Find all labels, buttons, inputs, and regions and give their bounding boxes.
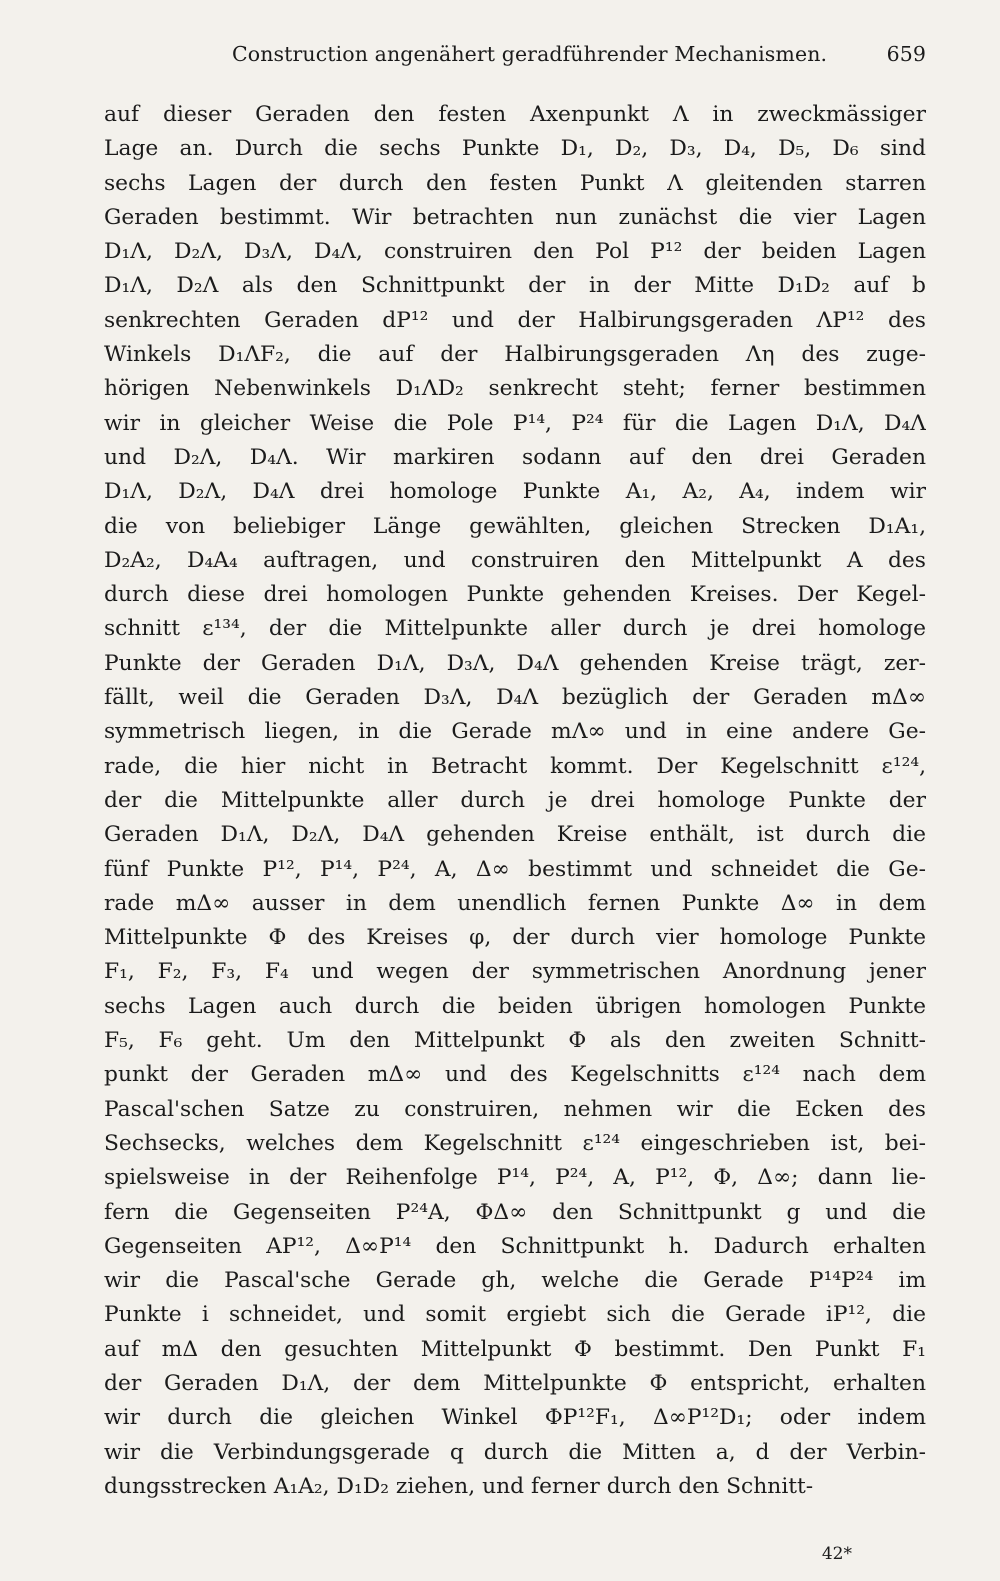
text-line: F₁, F₂, F₃, F₄ und wegen der symmetrischen Anordnung jener xyxy=(104,959,926,985)
text-line: Pascal'schen Satze zu construiren, nehmen wir die Ecken des xyxy=(104,1096,926,1122)
text-line: auf dieser Geraden den festen Axenpunkt Λ in zweckmässiger xyxy=(104,102,926,127)
running-head xyxy=(104,42,926,78)
text-line: spielsweise in der Reihenfolge P¹⁴, P²⁴, A, P¹², Φ, Δ∞; dann lie- xyxy=(104,1165,926,1191)
text-line: punkt der Geraden mΔ∞ und des Kegelschnitts ε¹²⁴ nach dem xyxy=(104,1062,926,1088)
text-line: fern die Gegenseiten P²⁴A, ΦΔ∞ den Schnittpunkt g und die xyxy=(104,1199,926,1225)
text-line: sechs Lagen der durch den festen Punkt Λ gleitenden starren xyxy=(104,170,926,196)
text-line: fällt, weil die Geraden D₃Λ, D₄Λ bezüglich der Geraden mΔ∞ xyxy=(104,685,926,711)
text-line: senkrechten Geraden dP¹² und der Halbirungsgeraden ΛP¹² des xyxy=(104,307,926,333)
text-line: hörigen Nebenwinkels D₁ΛD₂ senkrecht steht; ferner bestimmen xyxy=(104,376,926,402)
sheet-signature: 42* xyxy=(821,1544,852,1564)
text-line: der die Mittelpunkte aller durch je drei homologe Punkte der xyxy=(104,787,926,813)
text-line: D₂A₂, D₄A₄ auftragen, und construiren den Mittelpunkt A des xyxy=(104,547,926,573)
text-line: Mittelpunkte Φ des Kreises φ, der durch vier homologe Punkte xyxy=(104,925,926,951)
text-line: und D₂Λ, D₄Λ. Wir markiren sodann auf den drei Geraden xyxy=(104,444,926,470)
text-line: der Geraden D₁Λ, der dem Mittelpunkte Φ entspricht, erhalten xyxy=(104,1370,926,1396)
text-line: Winkels D₁ΛF₂, die auf der Halbirungsgeraden Λη des zuge- xyxy=(104,342,926,368)
text-line: Lage an. Durch die sechs Punkte D₁, D₂, D₃, D₄, D₅, D₆ sind xyxy=(104,136,926,162)
text-line: symmetrisch liegen, in die Gerade mΛ∞ und in eine andere Ge- xyxy=(104,719,926,745)
text-line: wir in gleicher Weise die Pole P¹⁴, P²⁴ für die Lagen D₁Λ, D₄Λ xyxy=(104,410,926,436)
text-line: rade, die hier nicht in Betracht kommt. Der Kegelschnitt ε¹²⁴, xyxy=(104,753,926,779)
text-line: wir die Pascal'sche Gerade gh, welche die Gerade P¹⁴P²⁴ im xyxy=(104,1268,926,1294)
text-line: D₁Λ, D₂Λ, D₄Λ drei homologe Punkte A₁, A₂, A₄, indem wir xyxy=(104,479,926,505)
text-line: schnitt ε¹³⁴, der die Mittelpunkte aller durch je drei homologe xyxy=(104,616,926,642)
text-line: Geraden bestimmt. Wir betrachten nun zunächst die vier Lagen xyxy=(104,204,926,230)
body-paragraph xyxy=(104,98,926,1504)
text-line: wir durch die gleichen Winkel ΦP¹²F₁, Δ∞P¹²D₁; oder indem xyxy=(104,1405,926,1431)
text-line: durch diese drei homologen Punkte gehenden Kreises. Der Kegel- xyxy=(104,582,926,608)
text-line: Gegenseiten AP¹², Δ∞P¹⁴ den Schnittpunkt h. Dadurch erhalten xyxy=(104,1233,926,1259)
text-line: rade mΔ∞ ausser in dem unendlich fernen Punkte Δ∞ in dem xyxy=(104,890,926,916)
running-title: Construction angenähert geradführender Mechanismen. xyxy=(232,42,828,66)
text-line: fünf Punkte P¹², P¹⁴, P²⁴, A, Δ∞ bestimmt und schneidet die Ge- xyxy=(104,856,926,882)
text-line: wir die Verbindungsgerade q durch die Mitten a, d der Verbin- xyxy=(104,1439,926,1465)
text-line: D₁Λ, D₂Λ als den Schnittpunkt der in der Mitte D₁D₂ auf b xyxy=(104,273,926,299)
text-line: dungsstrecken A₁A₂, D₁D₂ ziehen, und ferner durch den Schnitt- xyxy=(104,1473,814,1499)
text-line: D₁Λ, D₂Λ, D₃Λ, D₄Λ, construiren den Pol P¹² der beiden Lagen xyxy=(104,239,926,265)
text-line: auf mΔ den gesuchten Mittelpunkt Φ bestimmt. Den Punkt F₁ xyxy=(104,1336,926,1362)
text-line: F₅, F₆ geht. Um den Mittelpunkt Φ als den zweiten Schnitt- xyxy=(104,1028,926,1054)
text-line: Punkte der Geraden D₁Λ, D₃Λ, D₄Λ gehenden Kreise trägt, zer- xyxy=(104,650,926,676)
page-number: 659 xyxy=(886,42,926,66)
text-line: sechs Lagen auch durch die beiden übrigen homologen Punkte xyxy=(104,993,926,1019)
text-line: Punkte i schneidet, und somit ergiebt sich die Gerade iP¹², die xyxy=(104,1302,926,1328)
text-line: Sechsecks, welches dem Kegelschnitt ε¹²⁴ eingeschrieben ist, bei- xyxy=(104,1130,926,1156)
text-line: Geraden D₁Λ, D₂Λ, D₄Λ gehenden Kreise enthält, ist durch die xyxy=(104,822,926,848)
text-line: die von beliebiger Länge gewählten, gleichen Strecken D₁A₁, xyxy=(104,513,926,539)
